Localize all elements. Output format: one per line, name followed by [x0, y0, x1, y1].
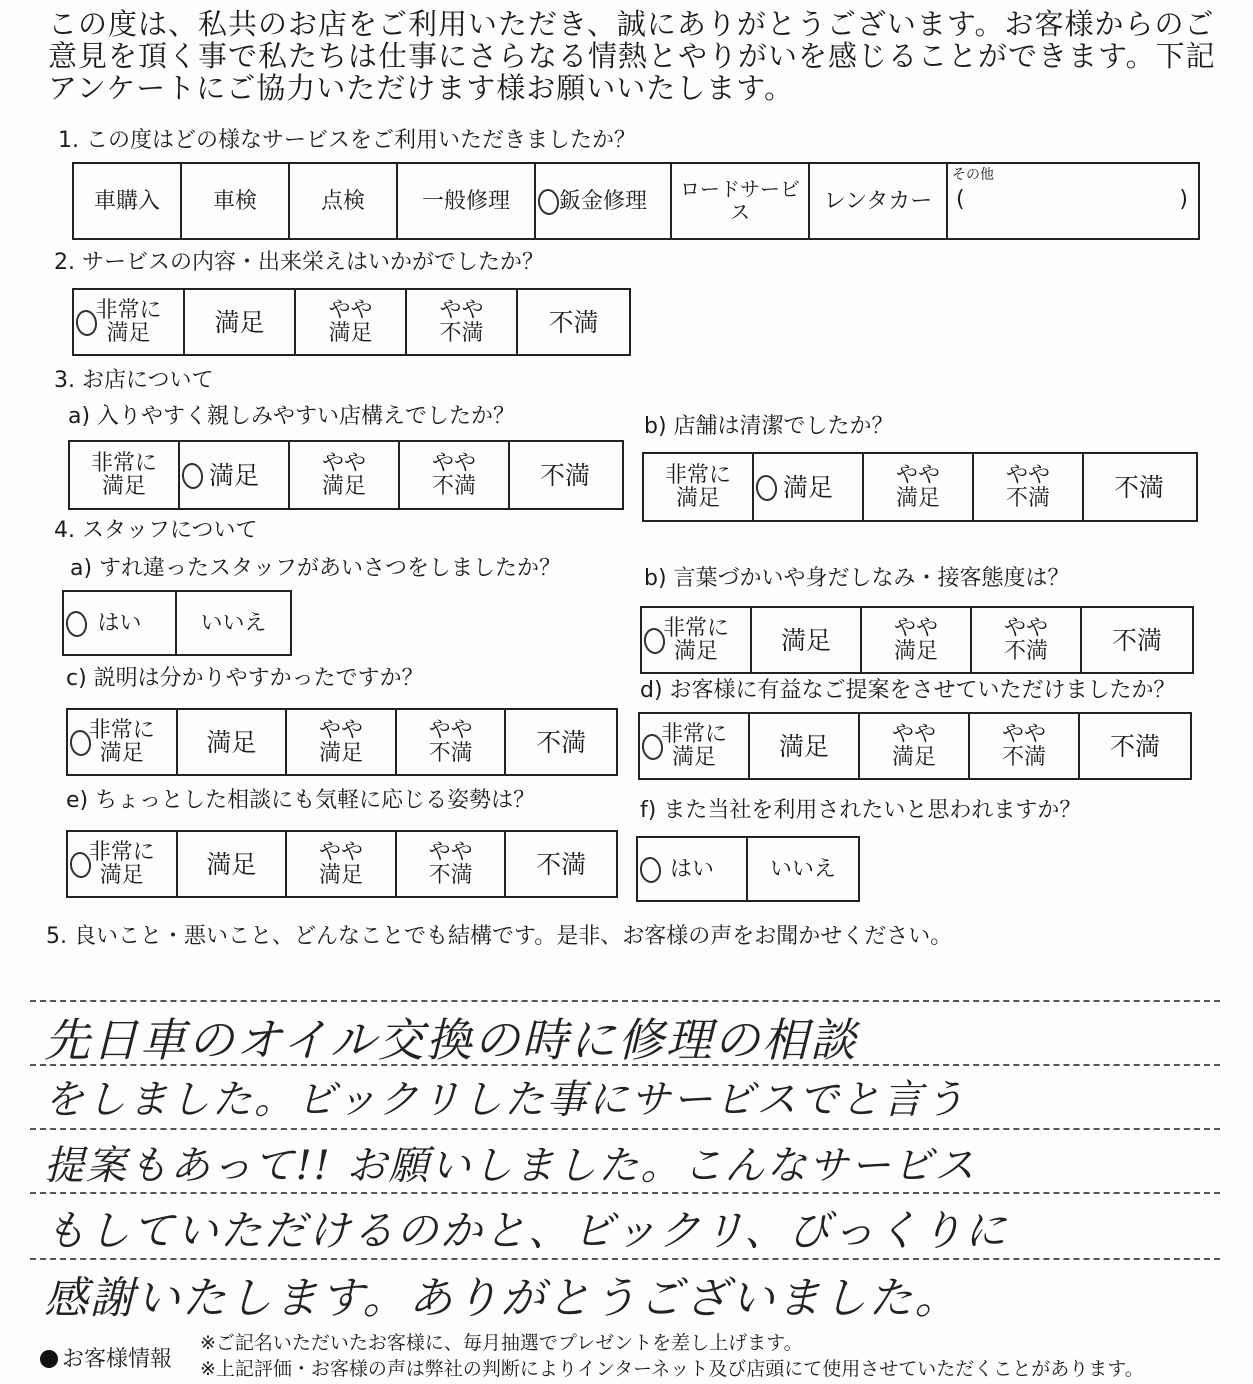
option-sheet-metal-repair[interactable] [536, 164, 672, 238]
rating-label: 満足 [206, 727, 257, 757]
answer-label: はい [669, 856, 714, 882]
q4a-yes-no [62, 590, 292, 656]
rating-label: 不満 [539, 460, 590, 490]
rating-somewhat-dissatisfied[interactable] [397, 710, 507, 774]
rating-label: 満足 [778, 731, 829, 761]
q4b-title: b) 言葉づかいや身だしなみ・接客態度は？ [644, 566, 1070, 591]
rating-very-satisfied[interactable] [642, 608, 752, 672]
rating-label: 不満 [536, 727, 587, 757]
q3-title: 3. お店について [54, 368, 214, 393]
q3b-rating [642, 452, 1198, 522]
option-label: 点検 [320, 188, 365, 214]
rating-label: 満足 [208, 460, 259, 490]
option-label: 鈑金修理 [558, 188, 647, 214]
rating-satisfied[interactable] [750, 714, 860, 778]
q4-title: 4. スタッフについて [54, 518, 258, 543]
rating-somewhat-dissatisfied[interactable] [972, 608, 1082, 672]
option-label: ロードサービス [680, 177, 800, 224]
rating-label: やや 不満 [428, 718, 473, 766]
customer-info-heading [40, 1342, 172, 1373]
option-car-purchase[interactable] [74, 164, 182, 238]
writing-line [30, 1000, 1220, 1002]
handwritten-comment-line: 感謝いたします。ありがとうございました。 [44, 1273, 961, 1324]
rating-somewhat-dissatisfied[interactable] [407, 290, 518, 354]
option-general-repair[interactable] [398, 164, 536, 238]
q4a-title: a) すれ違ったスタッフがあいさつをしましたか？ [70, 556, 562, 581]
rating-somewhat-satisfied[interactable] [290, 442, 400, 508]
answer-yes[interactable] [64, 592, 177, 654]
q4e-title: e) ちょっとした相談にも気軽に応じる姿勢は？ [66, 788, 536, 813]
bullet-icon [40, 1350, 58, 1368]
rating-label: やや 不満 [1005, 463, 1050, 511]
rating-somewhat-dissatisfied[interactable] [397, 832, 507, 896]
circle-mark-icon [536, 188, 560, 217]
q4d-rating [638, 712, 1192, 780]
rating-label: 満足 [782, 472, 833, 502]
q2-rating [72, 288, 631, 356]
rating-label: やや 満足 [321, 451, 366, 499]
rating-label: 不満 [536, 849, 587, 879]
rating-very-satisfied[interactable] [640, 714, 750, 778]
option-inspection-shaken[interactable] [182, 164, 290, 238]
rating-label: 満足 [780, 625, 831, 655]
rating-label: やや 不満 [1001, 722, 1046, 770]
answer-no[interactable] [177, 592, 290, 654]
writing-line [30, 1128, 1220, 1130]
footer-note-2: ※上記評価・お客様の声は弊社の判断によりインターネット及び店頭にて使用させていただくことがあります。 [200, 1358, 1144, 1380]
option-label: レンタカー [823, 188, 933, 214]
rating-satisfied[interactable] [180, 442, 290, 508]
q4c-rating [66, 708, 618, 776]
option-rental-car[interactable] [810, 164, 948, 238]
rating-somewhat-satisfied[interactable] [864, 454, 974, 520]
q4d-title: d) お客様に有益なご提案をさせていただけましたか？ [640, 678, 1176, 703]
circle-mark-icon [64, 610, 88, 639]
rating-very-satisfied[interactable] [70, 442, 180, 508]
rating-somewhat-satisfied[interactable] [860, 714, 970, 778]
rating-dissatisfied[interactable] [506, 710, 616, 774]
option-check[interactable] [290, 164, 398, 238]
rating-satisfied[interactable] [178, 710, 288, 774]
circle-mark-icon [754, 474, 778, 503]
q5-title: 5. 良いこと・悪いこと、どんなことでも結構です。是非、お客様の声をお聞かせください。 [46, 924, 953, 949]
rating-dissatisfied[interactable] [518, 290, 629, 354]
rating-label: 非常に 満足 [660, 722, 727, 770]
rating-label: 非常に 満足 [664, 463, 731, 511]
rating-dissatisfied[interactable] [1080, 714, 1190, 778]
rating-label: 非常に 満足 [88, 840, 155, 888]
rating-satisfied[interactable] [185, 290, 296, 354]
rating-label: 不満 [1113, 472, 1164, 502]
option-label: 車購入 [93, 188, 160, 214]
rating-label: 不満 [548, 307, 599, 337]
rating-dissatisfied[interactable] [510, 442, 620, 508]
handwritten-comment-line: もしていただけるのかと、ビックリ、びっくりに [44, 1206, 1009, 1255]
q3b-title: b) 店舗は清潔でしたか？ [644, 414, 894, 439]
footer-note-1: ※ご記名いただいたお客様に、毎月抽選でプレゼントを差し上げます。 [200, 1332, 803, 1354]
option-label: 一般修理 [421, 188, 510, 214]
rating-very-satisfied[interactable] [68, 710, 178, 774]
q2-title: 2. サービスの内容・出来栄えはいかがでしたか？ [54, 250, 544, 275]
rating-label: やや 満足 [895, 463, 940, 511]
circle-mark-icon [638, 856, 662, 885]
option-other[interactable] [948, 164, 1198, 238]
writing-line [30, 1258, 1220, 1260]
rating-somewhat-dissatisfied[interactable] [400, 442, 510, 508]
rating-label: 不満 [1111, 625, 1162, 655]
handwritten-comment-line: 提案もあって!! お願いしました。こんなサービス [44, 1143, 977, 1189]
rating-very-satisfied[interactable] [644, 454, 754, 520]
rating-dissatisfied[interactable] [1082, 608, 1192, 672]
paren-open: ( [956, 187, 965, 212]
rating-very-satisfied[interactable] [74, 290, 185, 354]
rating-very-satisfied[interactable] [68, 832, 178, 896]
q3a-rating [68, 440, 624, 510]
rating-satisfied[interactable] [754, 454, 864, 520]
customer-info-title: お客様情報 [62, 1347, 173, 1372]
rating-somewhat-dissatisfied[interactable] [974, 454, 1084, 520]
q4f-yes-no [636, 836, 860, 902]
option-label: 車検 [212, 188, 257, 214]
rating-somewhat-satisfied[interactable] [862, 608, 972, 672]
rating-label: 非常に 満足 [95, 298, 162, 346]
answer-label: いいえ [769, 856, 836, 882]
other-label: その他 [952, 167, 994, 183]
rating-label: 不満 [1109, 731, 1160, 761]
intro-text: この度は、私共のお店をご利用いただき、誠にありがとうございます。お客様からのご意見を頂く事で私たちは仕事にさらなる情熱とやりがいを感じることができます。下記アンケートにご協力いただけます様お願いいたします。 [48, 7, 1216, 105]
rating-label: 非常に 満足 [90, 451, 157, 499]
answer-label: はい [97, 610, 142, 636]
q4c-title: c) 説明は分かりやすかったですか？ [66, 666, 424, 691]
rating-label: やや 満足 [328, 298, 373, 346]
q4f-title: f) また当社を利用されたいと思われますか？ [640, 798, 1082, 823]
rating-somewhat-satisfied[interactable] [287, 710, 397, 774]
answer-label: いいえ [200, 610, 267, 636]
q1-service-options [72, 162, 1200, 240]
rating-label: 非常に 満足 [662, 616, 729, 664]
handwritten-comment-line: 先日車のオイル交換の時に修理の相談 [44, 1013, 858, 1067]
rating-label: やや 不満 [1003, 616, 1048, 664]
rating-label: やや 不満 [428, 840, 473, 888]
rating-satisfied[interactable] [178, 832, 288, 896]
rating-label: やや 満足 [318, 840, 363, 888]
rating-label: 満足 [206, 849, 257, 879]
rating-label: やや 満足 [891, 722, 936, 770]
rating-somewhat-satisfied[interactable] [287, 832, 397, 896]
rating-dissatisfied[interactable] [1084, 454, 1194, 520]
rating-dissatisfied[interactable] [506, 832, 616, 896]
rating-label: やや 不満 [431, 451, 476, 499]
q4b-rating [640, 606, 1194, 674]
writing-line [30, 1192, 1220, 1194]
answer-no[interactable] [748, 838, 858, 900]
rating-label: やや 不満 [439, 298, 484, 346]
answer-yes[interactable] [638, 838, 748, 900]
rating-satisfied[interactable] [752, 608, 862, 672]
option-road-service[interactable] [672, 164, 810, 238]
rating-label: 満足 [214, 307, 265, 337]
circle-mark-icon [180, 462, 204, 491]
q4e-rating [66, 830, 618, 898]
q3a-title: a) 入りやすく親しみやすい店構えでしたか？ [68, 404, 516, 429]
paren-close: ) [1179, 187, 1188, 212]
rating-somewhat-dissatisfied[interactable] [970, 714, 1080, 778]
handwritten-comment-line: をしました。ビックリした事にサービスでと言う [44, 1077, 967, 1123]
rating-label: 非常に 満足 [88, 718, 155, 766]
rating-label: やや 満足 [893, 616, 938, 664]
q1-title: 1. この度はどの様なサービスをご利用いただきましたか？ [58, 128, 636, 153]
rating-label: やや 満足 [318, 718, 363, 766]
rating-somewhat-satisfied[interactable] [296, 290, 407, 354]
